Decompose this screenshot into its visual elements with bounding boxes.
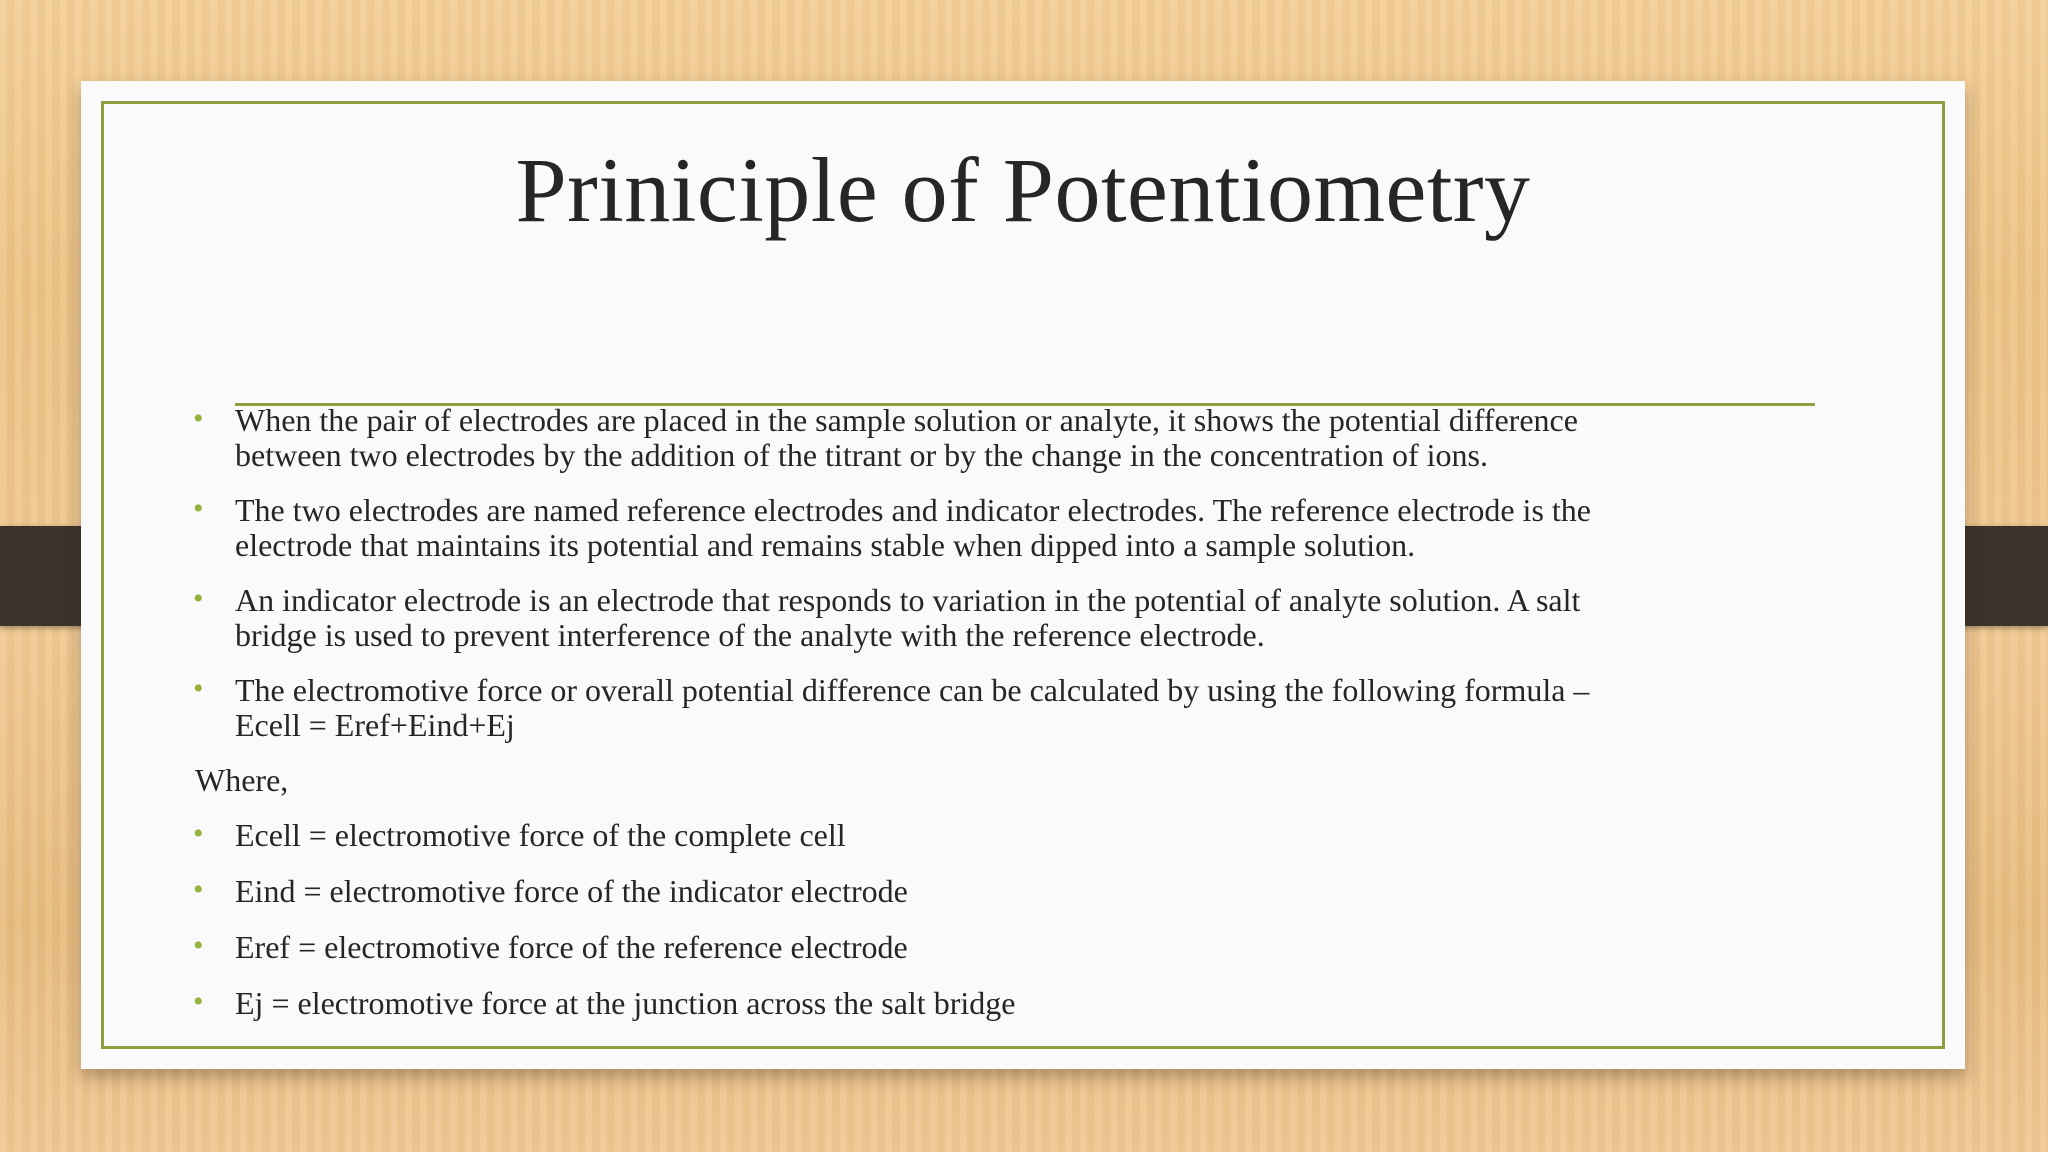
bullet-line: electrode that maintains its potential and remains stable when dipped into a sample solution. xyxy=(235,527,1416,563)
bullet-dot-icon: • xyxy=(193,873,204,906)
definition-item xyxy=(187,930,1847,965)
where-label: Where, xyxy=(195,762,289,798)
definition-text: Eind = electromotive force of the indicator electrode xyxy=(235,873,908,909)
bullet-dot-icon: • xyxy=(193,672,204,705)
bullet-line: The electromotive force or overall potential difference can be calculated by using the following formula – xyxy=(235,672,1590,708)
definition-item xyxy=(187,874,1847,909)
definition-text: Eref = electromotive force of the reference electrode xyxy=(235,929,908,965)
definition-text: Ej = electromotive force at the junction across the salt bridge xyxy=(235,985,1016,1021)
definition-item xyxy=(187,818,1847,853)
bullet-item xyxy=(187,493,1847,563)
bullet-dot-icon: • xyxy=(193,817,204,850)
slide-title: Priniciple of Potentiometry xyxy=(515,139,1531,241)
definition-text: Ecell = electromotive force of the complete cell xyxy=(235,817,846,853)
definition-item xyxy=(187,986,1847,1021)
formula-line: Ecell = Eref+Eind+Ej xyxy=(235,707,515,743)
bullet-dot-icon: • xyxy=(193,582,204,615)
slide xyxy=(81,81,1965,1069)
bullet-line: bridge is used to prevent interference of the analyte with the reference electrode. xyxy=(235,617,1265,653)
bullet-line: An indicator electrode is an electrode that responds to variation in the potential of analyte solution. A salt xyxy=(235,582,1581,618)
bullet-dot-icon: • xyxy=(193,402,204,435)
bullet-dot-icon: • xyxy=(193,492,204,525)
bullet-line: When the pair of electrodes are placed in the sample solution or analyte, it shows the potential difference xyxy=(235,402,1578,438)
bullet-item xyxy=(187,673,1847,743)
bullet-line: between two electrodes by the addition of the titrant or by the change in the concentration of ions. xyxy=(235,437,1488,473)
bullet-line: The two electrodes are named reference electrodes and indicator electrodes. The reference electrode is the xyxy=(235,492,1591,528)
bullet-dot-icon: • xyxy=(193,985,204,1018)
bullet-item xyxy=(187,583,1847,653)
bullet-dot-icon: • xyxy=(193,929,204,962)
slide-body xyxy=(187,403,1847,1042)
bullet-item xyxy=(187,403,1847,473)
